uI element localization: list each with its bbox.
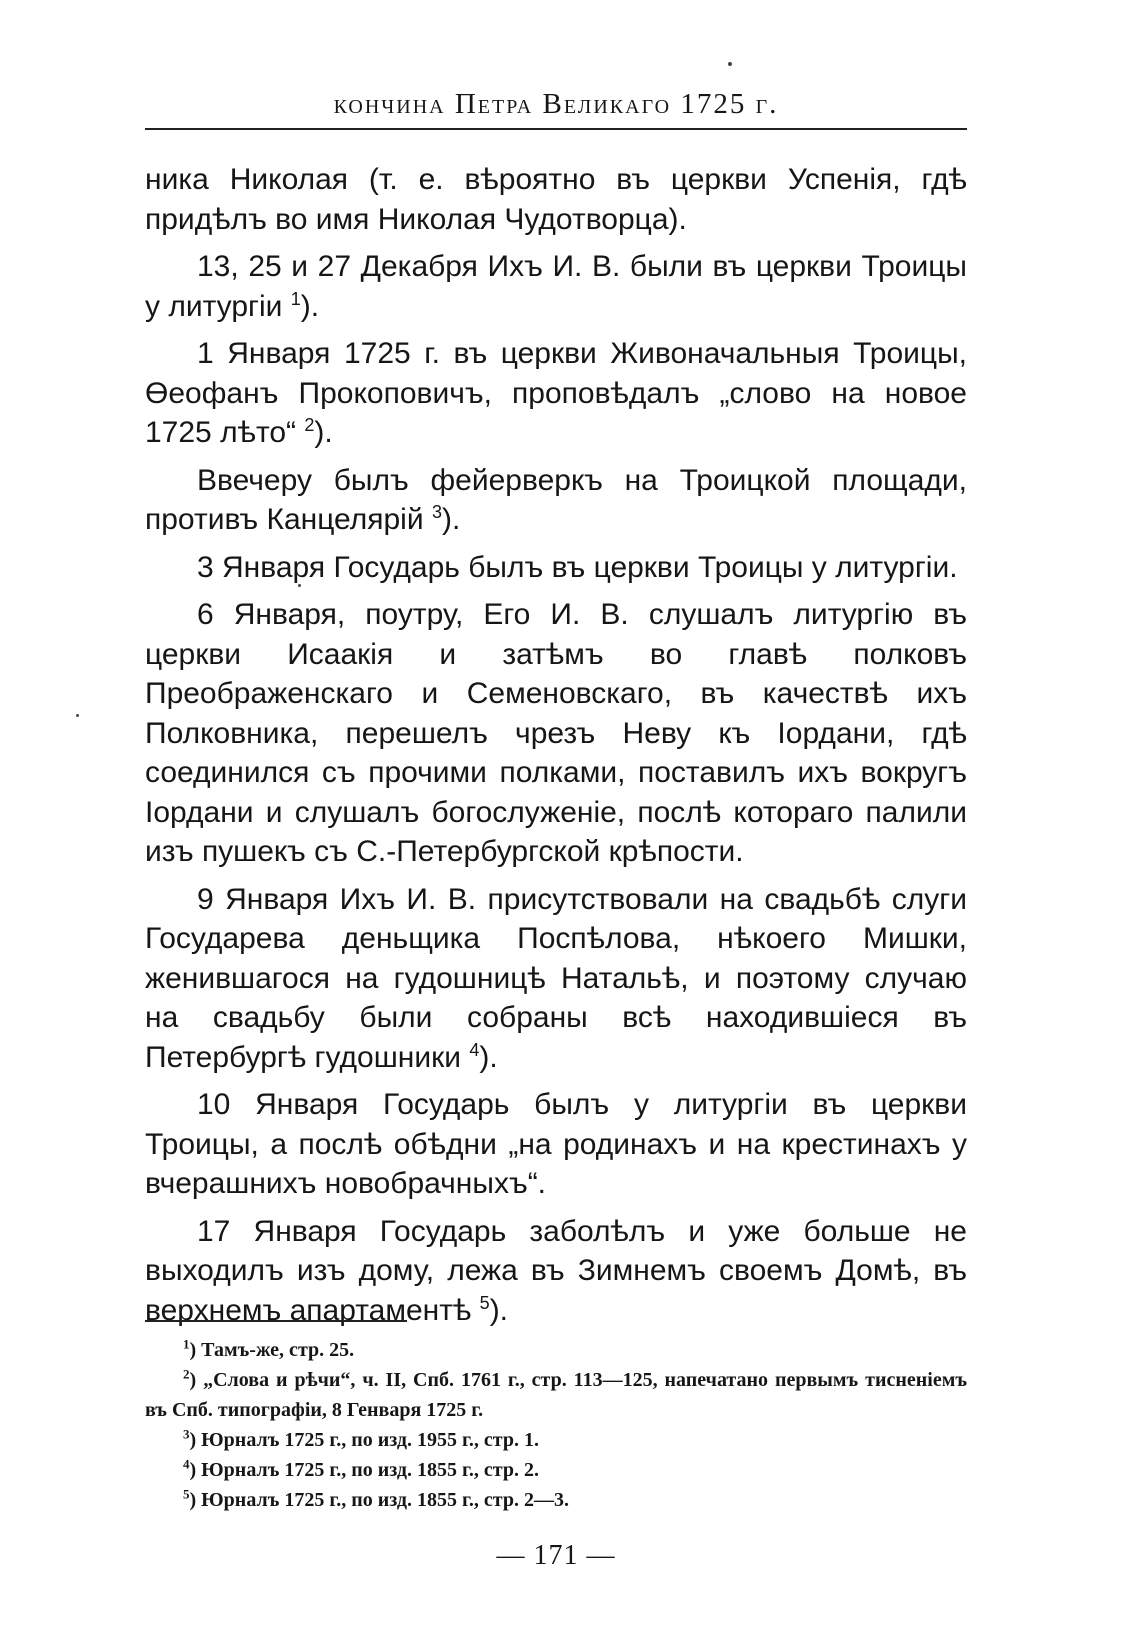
paragraph-tail: ).	[489, 1293, 509, 1327]
paragraph	[145, 461, 967, 540]
footnote-ref: 5	[479, 1292, 490, 1313]
footnote-ref: 4	[469, 1039, 480, 1060]
paragraph-tail: ).	[300, 289, 320, 323]
paragraph	[145, 880, 967, 1078]
footnote-mark: 4	[183, 1456, 190, 1472]
paragraph	[145, 334, 967, 453]
paragraph-text: 13, 25 и 27 Декабря Ихъ И. В. были въ церкви Троицы у литургіи	[145, 250, 967, 323]
footnote	[145, 1335, 967, 1365]
footnote	[145, 1485, 967, 1515]
paragraph-text: 3 Января Государь былъ въ церкви Троицы у литургіи.	[197, 550, 958, 584]
footnote-text: ) Юрналъ 1725 г., по изд. 1855 г., стр. 2.	[189, 1459, 539, 1481]
footnote-text: ) Юрналъ 1725 г., по изд. 1955 г., стр. 1.	[189, 1429, 539, 1451]
footnote-ref: 2	[304, 415, 315, 435]
footnote-separator	[145, 1320, 407, 1322]
footnote	[145, 1365, 967, 1425]
paragraph-tail: ).	[314, 416, 333, 449]
paragraph	[145, 1085, 967, 1204]
paragraph-text: 17 Января Государь заболѣлъ и уже больше не выходилъ изъ дому, лежа въ Зимнемъ своемъ Домѣ, въ верхнемъ апартаментѣ	[145, 1214, 967, 1327]
paragraph	[145, 595, 967, 872]
paragraph-text: ника Николая (т. е. вѣроятно въ церкви Успенія, гдѣ придѣлъ во имя Николая Чудотворца).	[145, 163, 967, 236]
footnote-mark: 3	[183, 1426, 190, 1442]
paragraph-text: 9 Января Ихъ И. В. присутствовали на свадьбѣ слуги Государева деньщика Поспѣлова, нѣкоего Мишки, женившагося на гудошницѣ Натальѣ, и поэтому случаю на свадьбу были собраны всѣ находившіеся въ Петербургѣ гудошники	[145, 882, 967, 1074]
paragraph-tail: ).	[441, 503, 461, 536]
paragraph-text: 6 Января, поутру, Его И. В. слушалъ литургію въ церкви Исаакія и затѣмъ во главѣ полковъ Преображенскаго и Семеновскаго, въ качествѣ ихъ Полковника, перешелъ чрезъ Неву къ Іордани, гдѣ соединился съ прочими полками, поставилъ ихъ вокругъ Іордани и слушалъ богослуженіе, послѣ котораго палили изъ пушекъ съ С.-Петербургской крѣпости.	[145, 598, 967, 868]
footnote	[145, 1425, 967, 1455]
paragraph	[145, 548, 967, 588]
paragraph	[145, 160, 967, 239]
print-speck	[76, 714, 79, 717]
footnote-mark: 2	[183, 1366, 190, 1382]
paragraph-tail: ).	[479, 1040, 498, 1074]
footnote-text: ) Юрналъ 1725 г., по изд. 1855 г., стр. 2—3.	[189, 1489, 569, 1511]
footnote-mark: 1	[183, 1336, 190, 1352]
paragraph-text: 1 Января 1725 г. въ церкви Живоначальныя Троицы, Өеофанъ Прокоповичъ, проповѣдалъ „слово на новое 1725 лѣто“	[145, 337, 967, 449]
print-speck	[728, 62, 732, 66]
header-rule	[145, 128, 967, 130]
paragraph	[145, 247, 967, 326]
footnotes	[145, 1335, 967, 1515]
paragraph-text: Ввечеру былъ фейерверкъ на Троицкой площади, противъ Канцелярій	[145, 463, 967, 536]
main-text	[145, 160, 967, 1338]
footnote-ref: 3	[431, 502, 442, 522]
paragraph-text: 10 Января Государь былъ у литургіи въ церкви Троицы, а послѣ обѣдни „на родинахъ и на крестинахъ у вчерашнихъ новобрачныхъ“.	[145, 1088, 967, 1200]
running-head: кончина Петра Великаго 1725 г.	[333, 88, 779, 120]
footnote-ref: 1	[290, 288, 301, 309]
footnote-text: ) „Слова и рѣчи“, ч. II, Спб. 1761 г., стр. 113—125, напечатано первымъ тисненіемъ въ Спб. типографіи, 8 Генваря 1725 г.	[145, 1369, 967, 1421]
paragraph	[145, 1212, 967, 1331]
page-number: — 171 —	[496, 1540, 616, 1571]
footnote	[145, 1455, 967, 1485]
footnote-text: ) Тамъ-же, стр. 25.	[189, 1339, 355, 1361]
footnote-mark: 5	[183, 1486, 190, 1502]
